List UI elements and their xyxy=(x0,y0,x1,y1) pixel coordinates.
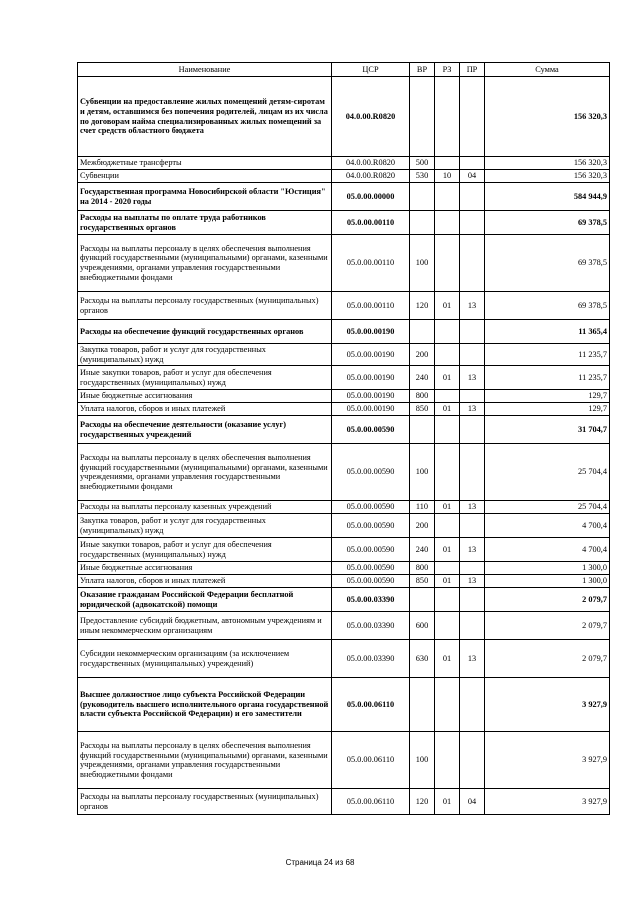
cell-name: Субсидии некоммерческим организациям (за исключением государственных (муниципальных) учреждений) xyxy=(78,640,332,678)
table-row xyxy=(78,789,610,815)
table-row xyxy=(78,416,610,444)
cell-pr xyxy=(460,416,485,444)
cell-rz xyxy=(435,562,460,575)
cell-vr: 530 xyxy=(410,170,435,183)
cell-name: Расходы на выплаты по оплате труда работников государственных органов xyxy=(78,211,332,235)
cell-sum: 3 927,9 xyxy=(485,732,610,789)
cell-csr: 04.0.00.R0820 xyxy=(332,170,410,183)
cell-sum: 25 704,4 xyxy=(485,444,610,501)
cell-pr xyxy=(460,514,485,538)
table-row xyxy=(78,678,610,732)
table-row xyxy=(78,444,610,501)
cell-rz xyxy=(435,444,460,501)
header-pr: ПР xyxy=(460,63,485,77)
cell-rz xyxy=(435,211,460,235)
cell-pr: 04 xyxy=(460,170,485,183)
budget-table xyxy=(77,62,610,815)
cell-name: Закупка товаров, работ и услуг для государственных (муниципальных) нужд xyxy=(78,344,332,366)
table-row xyxy=(78,211,610,235)
cell-vr: 120 xyxy=(410,789,435,815)
cell-vr xyxy=(410,77,435,157)
cell-rz: 01 xyxy=(435,640,460,678)
cell-vr xyxy=(410,678,435,732)
cell-pr xyxy=(460,588,485,612)
cell-vr: 600 xyxy=(410,612,435,640)
cell-rz xyxy=(435,344,460,366)
cell-pr xyxy=(460,211,485,235)
cell-sum: 1 300,0 xyxy=(485,575,610,588)
cell-name: Расходы на выплаты персоналу в целях обеспечения выполнения функций государственными (муниципальными) органами, казенными учреждениями, органами управления государственными внебюджетными фондами xyxy=(78,235,332,292)
cell-vr: 800 xyxy=(410,390,435,403)
cell-name: Высшее должностное лицо субъекта Российской Федерации (руководитель высшего исполнительного органа государственной власти субъекта Российской Федерации) и его заместители xyxy=(78,678,332,732)
cell-sum: 584 944,9 xyxy=(485,183,610,211)
cell-rz xyxy=(435,612,460,640)
table-row xyxy=(78,501,610,514)
cell-csr: 05.0.00.06110 xyxy=(332,732,410,789)
table-row xyxy=(78,157,610,170)
cell-vr: 850 xyxy=(410,575,435,588)
cell-vr: 100 xyxy=(410,235,435,292)
cell-pr: 13 xyxy=(460,640,485,678)
table-row xyxy=(78,562,610,575)
cell-name: Предоставление субсидий бюджетным, автономным учреждениям и иным некоммерческим организациям xyxy=(78,612,332,640)
cell-vr: 630 xyxy=(410,640,435,678)
cell-csr: 05.0.00.06110 xyxy=(332,678,410,732)
cell-pr xyxy=(460,344,485,366)
cell-rz xyxy=(435,320,460,344)
table-row xyxy=(78,170,610,183)
cell-sum: 11 235,7 xyxy=(485,366,610,390)
cell-name: Субвенции xyxy=(78,170,332,183)
cell-sum: 11 365,4 xyxy=(485,320,610,344)
cell-vr: 240 xyxy=(410,366,435,390)
cell-vr: 850 xyxy=(410,403,435,416)
cell-pr xyxy=(460,732,485,789)
cell-name: Уплата налогов, сборов и иных платежей xyxy=(78,575,332,588)
cell-sum: 3 927,9 xyxy=(485,678,610,732)
table-row xyxy=(78,366,610,390)
cell-pr xyxy=(460,235,485,292)
table-row xyxy=(78,235,610,292)
cell-sum: 129,7 xyxy=(485,390,610,403)
cell-csr: 05.0.00.00590 xyxy=(332,562,410,575)
cell-rz: 01 xyxy=(435,292,460,320)
cell-rz xyxy=(435,390,460,403)
cell-vr xyxy=(410,588,435,612)
header-vr: ВР xyxy=(410,63,435,77)
cell-pr: 13 xyxy=(460,538,485,562)
cell-name: Расходы на обеспечение деятельности (оказание услуг) государственных учреждений xyxy=(78,416,332,444)
cell-rz: 01 xyxy=(435,403,460,416)
cell-name: Иные закупки товаров, работ и услуг для обеспечения государственных (муниципальных) нужд xyxy=(78,538,332,562)
cell-sum: 4 700,4 xyxy=(485,538,610,562)
table-row xyxy=(78,588,610,612)
cell-name: Оказание гражданам Российской Федерации бесплатной юридической (адвокатской) помощи xyxy=(78,588,332,612)
page-number: Страница 24 из 68 xyxy=(285,858,355,867)
cell-pr: 13 xyxy=(460,575,485,588)
cell-name: Расходы на выплаты персоналу государственных (муниципальных) органов xyxy=(78,292,332,320)
cell-pr xyxy=(460,77,485,157)
cell-pr xyxy=(460,390,485,403)
cell-sum: 69 378,5 xyxy=(485,292,610,320)
table-row xyxy=(78,538,610,562)
cell-sum: 25 704,4 xyxy=(485,501,610,514)
cell-csr: 05.0.00.00190 xyxy=(332,320,410,344)
cell-sum: 156 320,3 xyxy=(485,77,610,157)
cell-vr: 800 xyxy=(410,562,435,575)
header-rz: РЗ xyxy=(435,63,460,77)
cell-pr: 13 xyxy=(460,403,485,416)
cell-sum: 156 320,3 xyxy=(485,170,610,183)
table-row xyxy=(78,344,610,366)
cell-csr: 04.0.00.R0820 xyxy=(332,157,410,170)
table-row xyxy=(78,640,610,678)
cell-pr xyxy=(460,678,485,732)
header-name: Наименование xyxy=(78,63,332,77)
cell-rz xyxy=(435,588,460,612)
cell-pr xyxy=(460,183,485,211)
table-row xyxy=(78,320,610,344)
cell-rz xyxy=(435,678,460,732)
cell-csr: 05.0.00.06110 xyxy=(332,789,410,815)
cell-csr: 05.0.00.00190 xyxy=(332,344,410,366)
cell-sum: 11 235,7 xyxy=(485,344,610,366)
table-row xyxy=(78,514,610,538)
cell-csr: 05.0.00.00590 xyxy=(332,575,410,588)
cell-vr: 500 xyxy=(410,157,435,170)
cell-csr: 05.0.00.00110 xyxy=(332,235,410,292)
cell-name: Межбюджетные трансферты xyxy=(78,157,332,170)
cell-rz: 01 xyxy=(435,538,460,562)
cell-vr xyxy=(410,320,435,344)
cell-vr: 100 xyxy=(410,732,435,789)
cell-name: Уплата налогов, сборов и иных платежей xyxy=(78,403,332,416)
cell-pr: 13 xyxy=(460,366,485,390)
cell-csr: 05.0.00.00190 xyxy=(332,390,410,403)
cell-csr: 05.0.00.03390 xyxy=(332,612,410,640)
cell-vr: 120 xyxy=(410,292,435,320)
cell-name: Субвенции на предоставление жилых помещений детям-сиротам и детям, оставшимся без попечения родителей, лицам из их числа по договорам найма специализированных жилых помещений за счет средств областного бюджета xyxy=(78,77,332,157)
cell-name: Расходы на выплаты персоналу государственных (муниципальных) органов xyxy=(78,789,332,815)
table-row xyxy=(78,77,610,157)
cell-pr xyxy=(460,562,485,575)
cell-vr xyxy=(410,416,435,444)
cell-rz: 01 xyxy=(435,501,460,514)
cell-csr: 05.0.00.00590 xyxy=(332,444,410,501)
cell-pr: 04 xyxy=(460,789,485,815)
table-row xyxy=(78,183,610,211)
cell-pr xyxy=(460,612,485,640)
cell-name: Иные закупки товаров, работ и услуг для обеспечения государственных (муниципальных) нужд xyxy=(78,366,332,390)
table-row xyxy=(78,612,610,640)
cell-csr: 05.0.00.00590 xyxy=(332,416,410,444)
cell-rz xyxy=(435,183,460,211)
cell-sum: 3 927,9 xyxy=(485,789,610,815)
cell-csr: 05.0.00.00110 xyxy=(332,211,410,235)
table-row xyxy=(78,403,610,416)
cell-rz xyxy=(435,157,460,170)
cell-vr: 110 xyxy=(410,501,435,514)
table-header-row xyxy=(78,63,610,77)
cell-sum: 4 700,4 xyxy=(485,514,610,538)
cell-csr: 04.0.00.R0820 xyxy=(332,77,410,157)
cell-sum: 69 378,5 xyxy=(485,235,610,292)
header-csr: ЦСР xyxy=(332,63,410,77)
cell-sum: 2 079,7 xyxy=(485,612,610,640)
cell-csr: 05.0.00.00590 xyxy=(332,514,410,538)
cell-csr: 05.0.00.00190 xyxy=(332,366,410,390)
cell-sum: 2 079,7 xyxy=(485,588,610,612)
cell-pr xyxy=(460,157,485,170)
cell-name: Расходы на выплаты персоналу в целях обеспечения выполнения функций государственными (муниципальными) органами, казенными учреждениями, органами управления государственными внебюджетными фондами xyxy=(78,732,332,789)
header-sum: Сумма xyxy=(485,63,610,77)
table-row xyxy=(78,575,610,588)
cell-name: Расходы на выплаты персоналу в целях обеспечения выполнения функций государственными (муниципальными) органами, казенными учреждениями, органами управления государственными внебюджетными фондами xyxy=(78,444,332,501)
cell-csr: 05.0.00.03390 xyxy=(332,588,410,612)
table-row xyxy=(78,292,610,320)
cell-rz: 01 xyxy=(435,789,460,815)
cell-pr xyxy=(460,444,485,501)
cell-sum: 1 300,0 xyxy=(485,562,610,575)
cell-pr: 13 xyxy=(460,292,485,320)
cell-name: Расходы на выплаты персоналу казенных учреждений xyxy=(78,501,332,514)
cell-csr: 05.0.00.00000 xyxy=(332,183,410,211)
cell-sum: 129,7 xyxy=(485,403,610,416)
cell-rz xyxy=(435,514,460,538)
cell-rz: 01 xyxy=(435,575,460,588)
cell-csr: 05.0.00.00590 xyxy=(332,501,410,514)
cell-pr xyxy=(460,320,485,344)
cell-rz xyxy=(435,732,460,789)
table-row xyxy=(78,390,610,403)
cell-rz xyxy=(435,416,460,444)
cell-rz: 10 xyxy=(435,170,460,183)
cell-vr: 240 xyxy=(410,538,435,562)
cell-sum: 31 704,7 xyxy=(485,416,610,444)
cell-vr xyxy=(410,211,435,235)
cell-name: Государственная программа Новосибирской области "Юстиция" на 2014 - 2020 годы xyxy=(78,183,332,211)
cell-vr: 200 xyxy=(410,514,435,538)
cell-sum: 2 079,7 xyxy=(485,640,610,678)
cell-rz xyxy=(435,77,460,157)
cell-csr: 05.0.00.00590 xyxy=(332,538,410,562)
cell-name: Расходы на обеспечение функций государственных органов xyxy=(78,320,332,344)
cell-name: Иные бюджетные ассигнования xyxy=(78,390,332,403)
cell-csr: 05.0.00.00190 xyxy=(332,403,410,416)
cell-csr: 05.0.00.03390 xyxy=(332,640,410,678)
cell-vr: 100 xyxy=(410,444,435,501)
cell-pr: 13 xyxy=(460,501,485,514)
cell-csr: 05.0.00.00110 xyxy=(332,292,410,320)
cell-rz: 01 xyxy=(435,366,460,390)
cell-name: Закупка товаров, работ и услуг для государственных (муниципальных) нужд xyxy=(78,514,332,538)
cell-rz xyxy=(435,235,460,292)
table-row xyxy=(78,732,610,789)
cell-vr: 200 xyxy=(410,344,435,366)
cell-vr xyxy=(410,183,435,211)
cell-sum: 156 320,3 xyxy=(485,157,610,170)
cell-name: Иные бюджетные ассигнования xyxy=(78,562,332,575)
cell-sum: 69 378,5 xyxy=(485,211,610,235)
